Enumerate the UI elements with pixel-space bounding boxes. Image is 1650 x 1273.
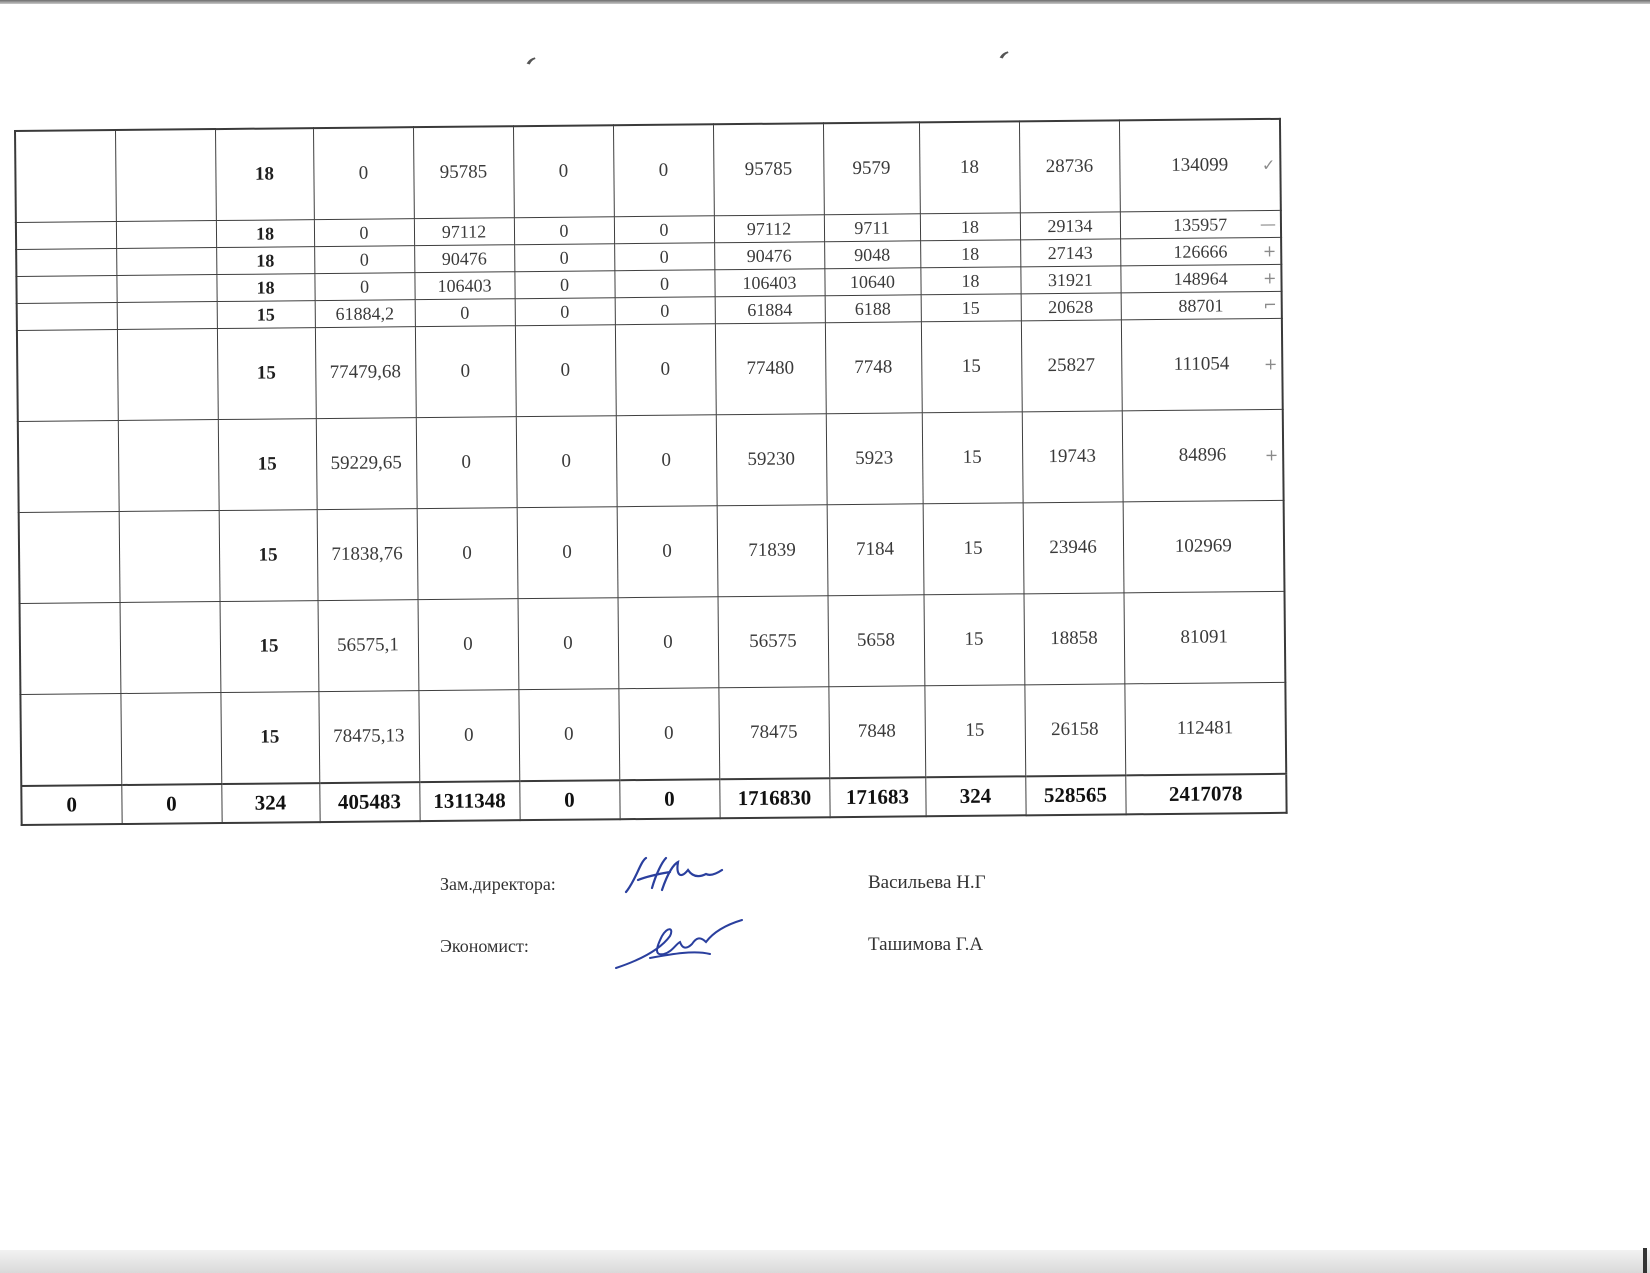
cell-c2 [118, 420, 219, 512]
cell-part: 6188 [825, 295, 921, 323]
cell-part: 7184 [827, 504, 924, 596]
cell-v3: 0 [515, 298, 615, 326]
cell-sum: 134099 ✓ [1119, 119, 1281, 212]
table-row [20, 682, 1286, 786]
cell-sum: 88701 ⌐ [1121, 291, 1282, 320]
cell-v3: 0 [514, 217, 614, 245]
cell-total: 90476 [714, 242, 824, 270]
cell-rate: 15 [217, 301, 315, 329]
cell-c1 [16, 276, 116, 304]
cell-total: 78475 [718, 687, 829, 780]
total-cell-v3: 0 [519, 780, 619, 820]
cell-rate: 18 [216, 220, 314, 248]
cell-c1 [19, 512, 120, 604]
cell-part: 7748 [825, 322, 922, 414]
cell-v4: 0 [618, 597, 719, 689]
cell-v2: 0 [418, 690, 519, 782]
cell-c1 [20, 694, 121, 786]
table-row [15, 119, 1281, 223]
cell-v1: 0 [314, 273, 414, 301]
cell-sum: 111054 + [1121, 318, 1283, 411]
cell-rate: 18 [216, 274, 314, 302]
cell-c2 [116, 221, 216, 249]
cell-c2 [117, 302, 217, 330]
deputy-title: Зам.директора: [440, 874, 556, 894]
cell-total: 97112 [714, 215, 824, 243]
cell-rate2: 15 [923, 503, 1024, 595]
total-cell-amount: 528565 [1025, 775, 1125, 815]
cell-amount: 23946 [1023, 502, 1124, 594]
cell-v2: 0 [417, 508, 518, 600]
cell-total: 61884 [715, 296, 825, 324]
cell-v4: 0 [613, 124, 714, 216]
cell-v1: 56575,1 [318, 600, 419, 692]
cell-c2 [119, 511, 220, 603]
cell-rate: 15 [217, 328, 316, 420]
data-table [14, 118, 1288, 826]
deputy-signature-icon [618, 850, 728, 900]
cell-v3: 0 [518, 598, 619, 690]
cell-rate2: 18 [920, 213, 1020, 241]
cell-total: 95785 [713, 123, 824, 216]
table-row [20, 591, 1286, 694]
cell-v4: 0 [614, 270, 714, 298]
cell-rate: 15 [218, 419, 317, 511]
check-mark: + [1264, 445, 1279, 465]
cell-v1: 77479,68 [315, 327, 416, 419]
economist-signature-icon [610, 914, 750, 974]
scan-top-edge [0, 0, 1650, 4]
cell-rate: 18 [215, 128, 314, 220]
cell-sum: 148964 + [1120, 264, 1281, 293]
cell-c2 [117, 329, 218, 421]
cell-v2: 0 [416, 417, 517, 509]
cell-amount: 26158 [1024, 684, 1125, 776]
cell-total: 71839 [717, 505, 828, 597]
pencil-tick-right: ʻ [989, 43, 1012, 85]
cell-total: 77480 [715, 323, 826, 415]
cell-amount: 29134 [1020, 212, 1120, 240]
cell-v3: 0 [513, 125, 614, 217]
cell-v1: 61884,2 [315, 300, 415, 328]
check-mark: ✓ [1261, 155, 1276, 175]
signature-row-deputy [440, 868, 1140, 908]
cell-v2: 0 [415, 299, 515, 327]
cell-v4: 0 [618, 688, 719, 780]
signature-row-economist [440, 930, 1140, 970]
cell-c1 [15, 130, 116, 222]
cell-part: 5923 [826, 413, 923, 505]
cell-v1: 0 [313, 127, 414, 219]
total-cell-part: 171683 [829, 777, 925, 817]
cell-part: 9711 [824, 214, 920, 242]
check-mark: — [1259, 214, 1277, 234]
cell-c2 [116, 275, 216, 303]
cell-total: 59230 [716, 414, 827, 506]
table-body [15, 119, 1287, 825]
cell-sum: 112481 [1124, 682, 1286, 775]
cell-v1: 71838,76 [317, 509, 418, 601]
cell-rate: 18 [216, 247, 314, 275]
cell-rate2: 15 [924, 594, 1025, 686]
cell-rate2: 15 [922, 412, 1023, 504]
cell-sum: 102969 [1123, 500, 1285, 593]
cell-c2 [120, 602, 221, 694]
check-mark: ⌐ [1263, 295, 1277, 315]
scan-bottom-edge [0, 1250, 1650, 1273]
economist-title: Экономист: [440, 936, 529, 956]
cell-c1 [18, 421, 119, 513]
cell-c2 [115, 129, 216, 221]
cell-v3: 0 [516, 416, 617, 508]
cell-part: 10640 [824, 268, 920, 296]
cell-v1: 0 [314, 246, 414, 274]
cell-v3: 0 [514, 271, 614, 299]
cell-c1 [17, 303, 117, 331]
total-cell-v4: 0 [619, 779, 719, 819]
cell-sum: 126666 + [1120, 237, 1281, 266]
cell-v4: 0 [616, 415, 717, 507]
deputy-name: Васильева Н.Г [868, 872, 986, 893]
total-cell-v1: 405483 [319, 782, 419, 822]
cell-v2: 95785 [413, 126, 514, 218]
cell-part: 5658 [828, 595, 925, 687]
cell-total: 56575 [718, 596, 829, 688]
cell-v1: 78475,13 [318, 691, 419, 783]
table-row [19, 500, 1285, 603]
cell-rate2: 18 [919, 121, 1020, 213]
cell-rate2: 18 [920, 267, 1020, 295]
pencil-tick-left: ʻ [516, 49, 539, 91]
cell-sum: 84896 + [1122, 409, 1284, 502]
cell-amount: 31921 [1020, 266, 1120, 294]
cell-v2: 106403 [414, 272, 514, 300]
total-cell-total: 1716830 [719, 778, 829, 818]
cell-amount: 20628 [1021, 293, 1121, 321]
cell-v2: 90476 [414, 245, 514, 273]
cell-amount: 28736 [1019, 120, 1120, 212]
cell-c1 [16, 249, 116, 277]
total-cell-c1: 0 [21, 785, 121, 825]
cell-sum: 135957 — [1120, 210, 1281, 239]
cell-v2: 0 [418, 599, 519, 691]
cell-v4: 0 [615, 297, 715, 325]
cell-rate2: 15 [924, 685, 1025, 777]
total-cell-c2: 0 [121, 784, 221, 824]
table-row [18, 409, 1284, 512]
cell-v4: 0 [614, 243, 714, 271]
check-mark: + [1262, 241, 1277, 261]
economist-name: Ташимова Г.А [868, 934, 984, 955]
cell-v4: 0 [617, 506, 718, 598]
cell-v1: 0 [314, 219, 414, 247]
cell-rate: 15 [220, 692, 319, 784]
cell-c2 [116, 248, 216, 276]
cell-c2 [120, 693, 221, 785]
total-cell-sum: 2417078 [1125, 774, 1286, 815]
report-table-sheet [14, 118, 1286, 826]
cell-c1 [20, 603, 121, 695]
cell-c1 [16, 222, 116, 250]
cell-c1 [17, 330, 118, 422]
scan-edge-mark [1643, 1248, 1647, 1273]
cell-rate2: 15 [921, 294, 1021, 322]
cell-amount: 25827 [1021, 320, 1122, 412]
cell-amount: 27143 [1020, 239, 1120, 267]
cell-v2: 0 [415, 326, 516, 418]
cell-rate: 15 [220, 601, 319, 693]
table-row [17, 318, 1283, 421]
cell-v1: 59229,65 [316, 418, 417, 510]
cell-v4: 0 [614, 216, 714, 244]
cell-v2: 97112 [414, 218, 514, 246]
cell-rate: 15 [219, 510, 318, 602]
cell-part: 9048 [824, 241, 920, 269]
cell-v3: 0 [515, 325, 616, 417]
check-mark: + [1263, 354, 1278, 374]
cell-amount: 19743 [1022, 411, 1123, 503]
cell-sum: 81091 [1123, 591, 1285, 684]
cell-part: 7848 [828, 686, 925, 778]
cell-part: 9579 [823, 122, 920, 214]
cell-total: 106403 [714, 269, 824, 297]
signature-block [440, 868, 1140, 978]
total-cell-rate2: 324 [925, 776, 1025, 816]
cell-v4: 0 [615, 324, 716, 416]
total-cell-rate: 324 [221, 783, 319, 823]
cell-amount: 18858 [1023, 593, 1124, 685]
cell-v3: 0 [518, 689, 619, 781]
cell-rate2: 15 [921, 321, 1022, 413]
cell-v3: 0 [517, 507, 618, 599]
cell-rate2: 18 [920, 240, 1020, 268]
cell-v3: 0 [514, 244, 614, 272]
total-cell-v2: 1311348 [419, 781, 519, 821]
check-mark: + [1262, 268, 1277, 288]
